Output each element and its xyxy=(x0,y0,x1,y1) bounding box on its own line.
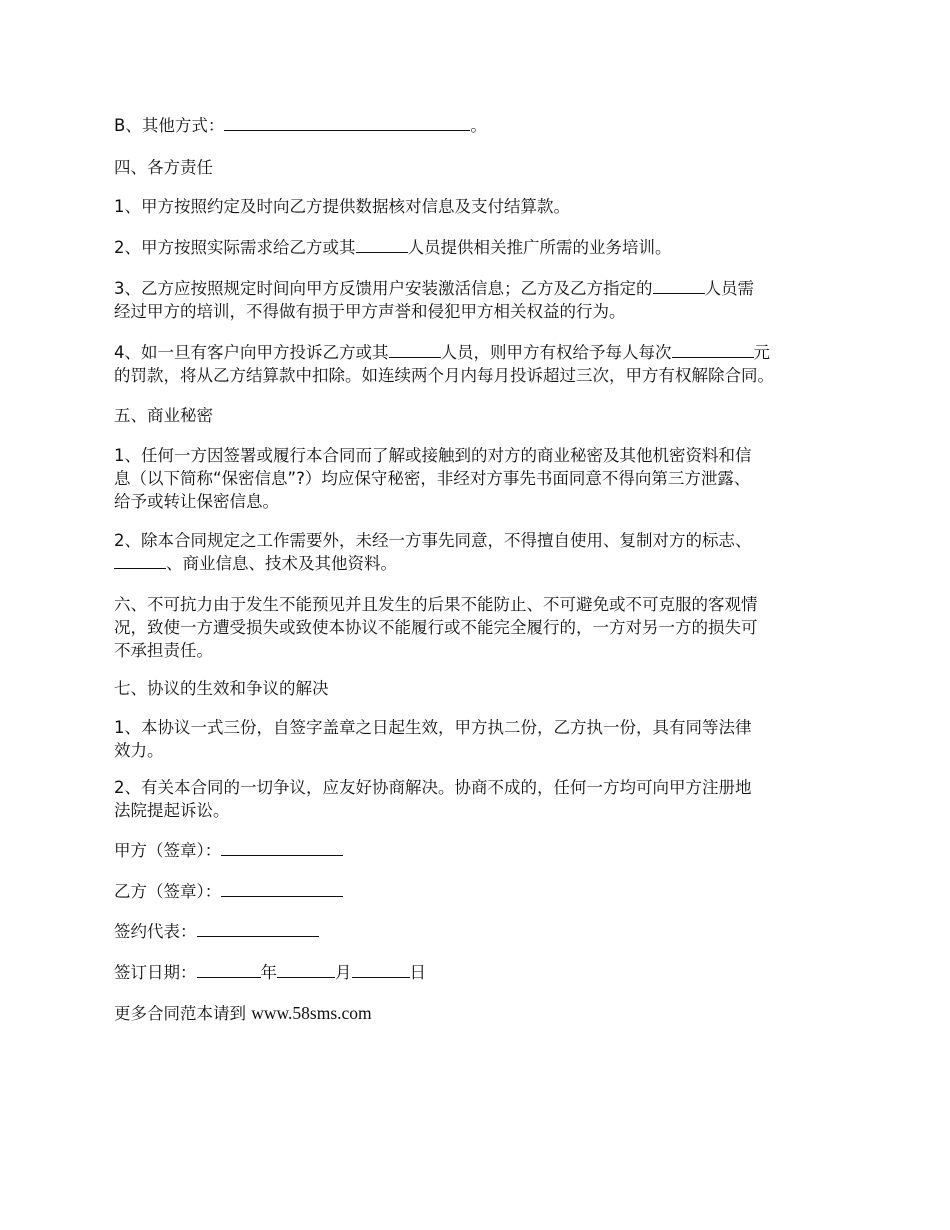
date-year-label: 年 xyxy=(260,963,277,982)
blank-field xyxy=(221,880,343,897)
blank-field xyxy=(224,114,470,131)
s7-item-2-line-2: 法院提起诉讼。 xyxy=(114,801,230,820)
s7-item-2-line-1: 2、有关本合同的一切争议，应友好协商解决。协商不成的，任何一方均可向甲方注册地 xyxy=(114,778,752,797)
blank-field xyxy=(653,277,705,294)
footer-note xyxy=(114,1002,854,1025)
blank-field xyxy=(389,341,441,358)
signature-representative-label: 签约代表： xyxy=(114,922,197,941)
payment-other-suffix: 。 xyxy=(470,116,487,135)
blank-field xyxy=(672,341,754,358)
s4-item-2-suffix: 人员提供相关推广所需的业务培训。 xyxy=(407,238,672,257)
s4-item-3-line-2: 经过甲方的培训，不得做有损于甲方声誉和侵犯甲方相关权益的行为。 xyxy=(114,302,626,321)
blank-field xyxy=(197,961,261,978)
s7-item-1 xyxy=(114,716,854,762)
signature-party-b xyxy=(114,880,854,903)
s4-item-3-line-1 xyxy=(114,277,854,300)
signature-party-a xyxy=(114,839,854,862)
s5-item-2-line-1: 2、除本合同规定之工作需要外，未经一方事先同意，不得擅自使用、复制对方的标志、 xyxy=(114,531,752,550)
blank-field xyxy=(356,236,408,253)
s4-item-4 xyxy=(114,341,854,387)
blank-field xyxy=(277,961,335,978)
section-6-line-2: 况，致使一方遭受损失或致使本协议不能履行或不能完全履行的，一方对另一方的损失可 xyxy=(114,618,758,637)
footer-text: 更多合同范本请到 xyxy=(114,1004,252,1023)
s7-item-2 xyxy=(114,776,854,822)
s4-item-4-suffix: 元 xyxy=(753,343,770,362)
blank-field xyxy=(352,961,410,978)
s7-item-1-line-2: 效力。 xyxy=(114,741,164,760)
section-6-line-1: 六、不可抗力由于发生不能预见并且发生的后果不能防止、不可避免或不可克服的客观情 xyxy=(114,595,758,614)
section-7-title: 七、协议的生效和争议的解决 xyxy=(114,679,329,698)
payment-other-method xyxy=(114,114,854,137)
section-5-title: 五、商业秘密 xyxy=(114,406,213,425)
s5-item-1-line-3: 给予或转让保密信息。 xyxy=(114,492,279,511)
date-month-label: 月 xyxy=(335,963,352,982)
signature-date-label: 签订日期： xyxy=(114,963,197,982)
s4-item-4-middle: 人员，则甲方有权给予每人每次 xyxy=(440,343,672,362)
section-6-force-majeure xyxy=(114,593,854,662)
signature-date xyxy=(114,961,854,984)
s4-item-2 xyxy=(114,236,854,259)
s4-item-3 xyxy=(114,277,854,323)
blank-field xyxy=(114,552,166,569)
s5-item-1-line-1: 1、任何一方因签署或履行本合同而了解或接触到的对方的商业秘密及其他机密资料和信 xyxy=(114,446,752,465)
section-6-line-3: 不承担责任。 xyxy=(114,641,213,660)
blank-field xyxy=(221,839,343,856)
s4-item-4-line-1 xyxy=(114,341,854,364)
s4-item-2-prefix: 2、甲方按照实际需求给乙方或其 xyxy=(114,238,356,257)
s5-item-2 xyxy=(114,529,854,575)
signature-representative xyxy=(114,920,854,943)
s4-item-3-suffix: 人员需 xyxy=(704,279,754,298)
footer-url: www.58sms.com xyxy=(251,1003,372,1023)
s5-item-1 xyxy=(114,444,854,513)
s4-item-4-prefix: 4、如一旦有客户向甲方投诉乙方或其 xyxy=(114,343,389,362)
blank-field xyxy=(197,920,319,937)
s4-item-3-prefix: 3、乙方应按照规定时间向甲方反馈用户安装激活信息；乙方及乙方指定的 xyxy=(114,279,653,298)
s5-item-2-line-2 xyxy=(114,552,854,575)
date-day-label: 日 xyxy=(409,963,426,982)
s7-item-1-line-1: 1、本协议一式三份，自签字盖章之日起生效，甲方执二份，乙方执一份，具有同等法律 xyxy=(114,718,752,737)
s5-item-1-line-2: 息（以下简称“保密信息”?）均应保守秘密，非经对方事先书面同意不得向第三方泄露、 xyxy=(114,469,751,488)
s5-item-2-suffix: 、商业信息、技术及其他资料。 xyxy=(166,554,397,573)
payment-other-label: B、其他方式： xyxy=(114,116,225,135)
s4-item-4-line-2: 的罚款，将从乙方结算款中扣除。如连续两个月内每月投诉超过三次，甲方有权解除合同。 xyxy=(114,366,774,385)
signature-party-b-label: 乙方（签章）： xyxy=(114,882,222,901)
s4-item-1: 1、甲方按照约定及时向乙方提供数据核对信息及支付结算款。 xyxy=(114,197,570,216)
signature-party-a-label: 甲方（签章）： xyxy=(114,841,222,860)
section-4-title: 四、各方责任 xyxy=(114,158,213,177)
